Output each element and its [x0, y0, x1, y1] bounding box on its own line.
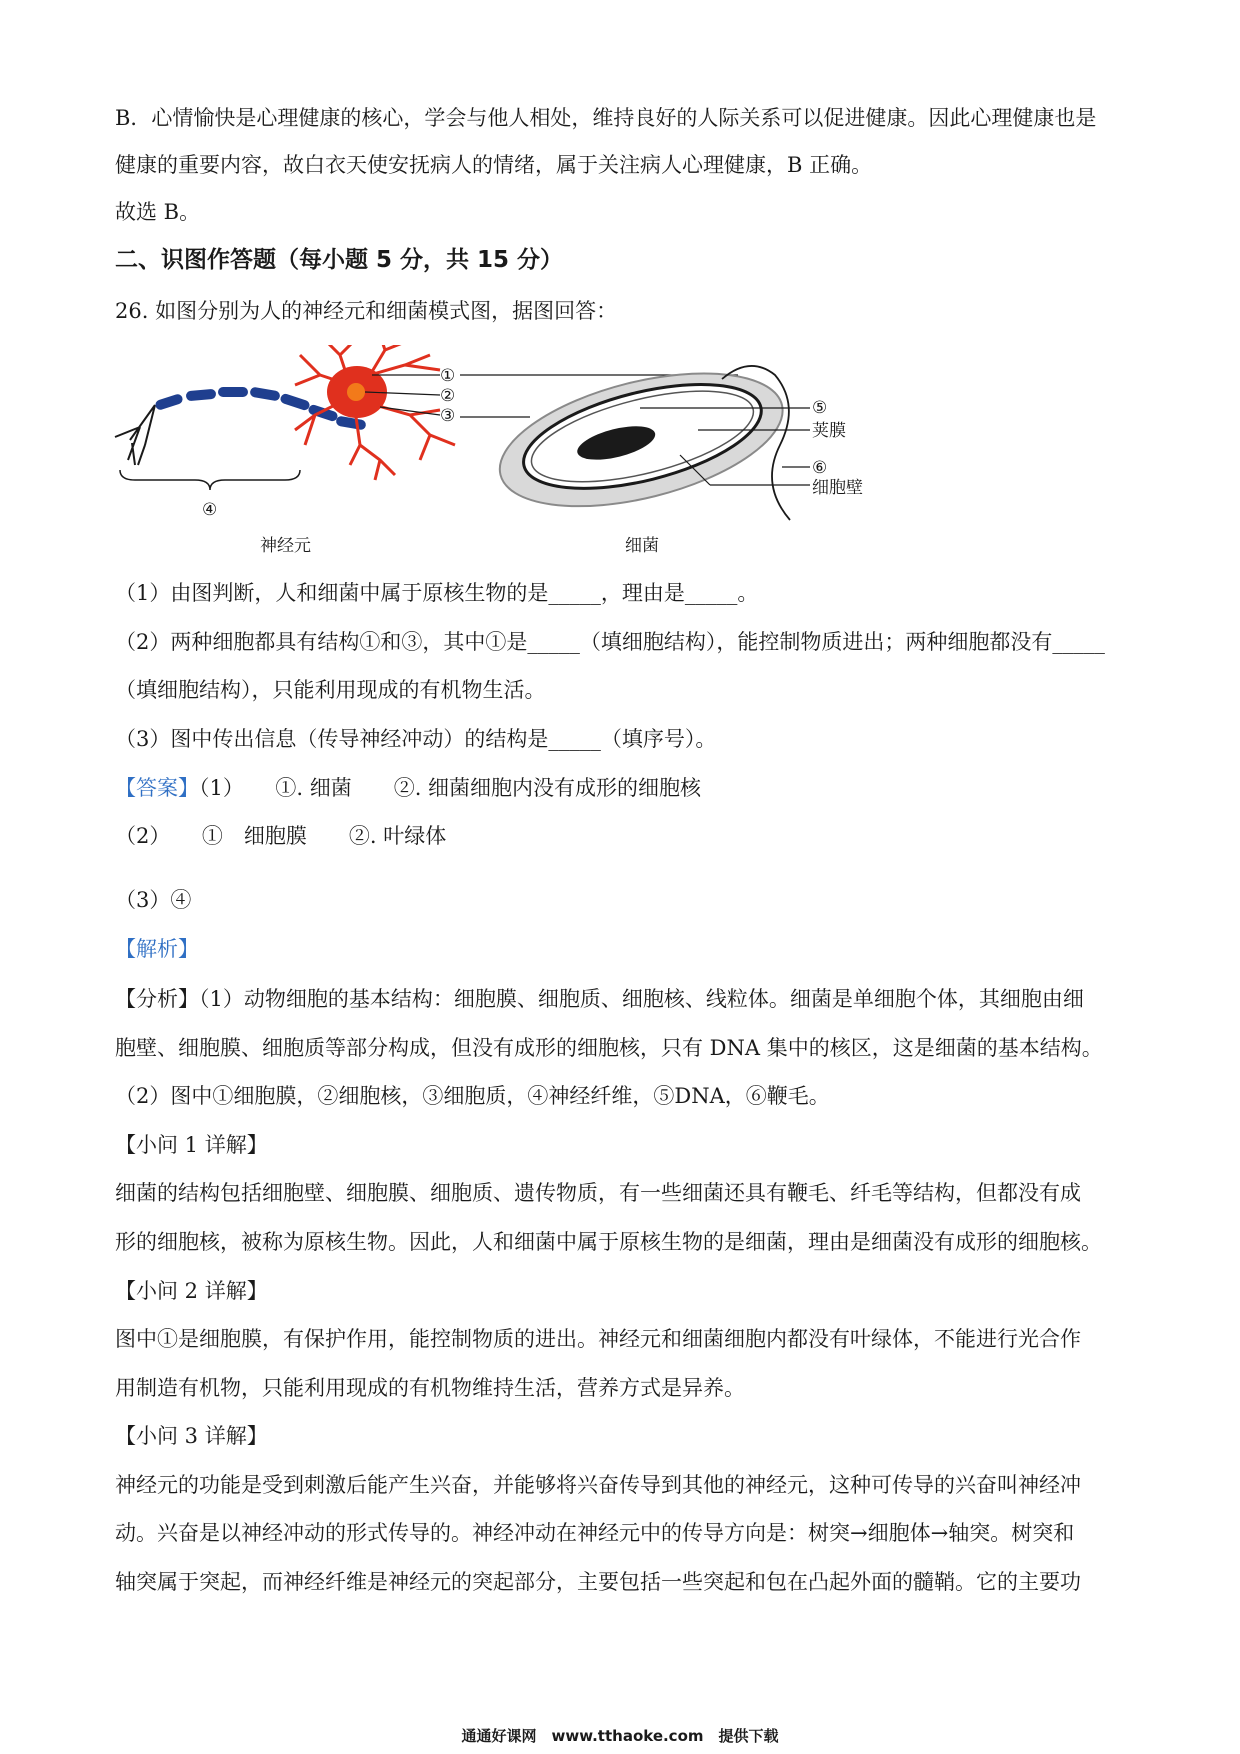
- bacterium: [486, 348, 795, 531]
- question-1: （1）由图判断，人和细菌中属于原核生物的是_____，理由是_____。: [115, 581, 759, 605]
- label-3: ③: [440, 406, 456, 426]
- label-1: ①: [440, 366, 456, 386]
- bacteria-caption: 细菌: [625, 536, 659, 556]
- axon-terminal-branches: [115, 405, 155, 465]
- sub2-line-1: 图中①是细胞膜，有保护作用，能控制物质的进出。神经元和细菌细胞内都没有叶绿体，不能进行光合作: [115, 1327, 1081, 1351]
- sub1-line-2: 形的细胞核，被称为原核生物。因此，人和细菌中属于原核生物的是细菌，理由是细菌没有成形的细胞核。: [115, 1230, 1102, 1254]
- capsule-label: 荚膜: [812, 421, 846, 441]
- sub3-line-3: 轴突属于突起，而神经纤维是神经元的突起部分，主要包括一些突起和包在凸起外面的髓鞘。它的主要功: [115, 1570, 1081, 1594]
- question-3: （3）图中传出信息（传导神经冲动）的结构是_____（填序号）。: [115, 727, 717, 751]
- answer-3: （3）④: [115, 888, 192, 912]
- nucleus: [347, 383, 365, 401]
- label-5: ⑤: [812, 398, 828, 418]
- analysis-tag: 【解析】: [115, 937, 199, 961]
- text-line: 故选 B。: [115, 200, 201, 224]
- cell-wall-label: 细胞壁: [812, 478, 863, 498]
- sub3-line-2: 动。兴奋是以神经冲动的形式传导的。神经冲动在神经元中的传导方向是：树突→细胞体→轴突。树突和: [115, 1521, 1075, 1545]
- answer-1: （1） ①. 细菌 ②. 细菌细胞内没有成形的细胞核: [199, 776, 702, 800]
- answer-tag: 【答案】: [115, 776, 199, 800]
- sub1-line-1: 细菌的结构包括细胞壁、细胞膜、细胞质、遗传物质，有一些细菌还具有鞭毛、纤毛等结构，但都没有成: [115, 1181, 1081, 1205]
- neuron-caption: 神经元: [260, 536, 311, 556]
- analysis-line-1: 【分析】（1）动物细胞的基本结构：细胞膜、细胞质、细胞核、线粒体。细菌是单细胞个体，其细胞由细: [115, 987, 1084, 1011]
- sub1-title: 【小问 1 详解】: [115, 1133, 268, 1157]
- footer-watermark: 通通好课网 www.tthaoke.com 提供下载: [461, 1727, 779, 1745]
- answer-2: （2） ① 细胞膜 ②. 叶绿体: [115, 824, 447, 848]
- sub2-title: 【小问 2 详解】: [115, 1279, 268, 1303]
- label-4: ④: [202, 500, 218, 520]
- sub2-line-2: 用制造有机物，只能利用现成的有机物维持生活，营养方式是异养。: [115, 1376, 745, 1400]
- neuron-bacteria-figure: [110, 345, 1010, 560]
- question-stem: 26. 如图分别为人的神经元和细菌模式图，据图回答：: [115, 299, 618, 323]
- text-line: 健康的重要内容，故白衣天使安抚病人的情绪，属于关注病人心理健康，B 正确。: [115, 153, 873, 177]
- question-2-line-2: （填细胞结构），只能利用现成的有机物生活。: [115, 678, 546, 702]
- answer-line-1: [115, 773, 1140, 803]
- text-line: B．心情愉快是心理健康的核心，学会与他人相处，维持良好的人际关系可以促进健康。因此心理健康也是: [115, 106, 1097, 130]
- label-6: ⑥: [812, 458, 828, 478]
- analysis-line-3: （2）图中①细胞膜，②细胞核，③细胞质，④神经纤维，⑤DNA，⑥鞭毛。: [115, 1084, 830, 1108]
- question-2-line-1: （2）两种细胞都具有结构①和③，其中①是_____（填细胞结构），能控制物质进出；两种细胞都没有_____: [115, 630, 1105, 654]
- axon-bracket: [120, 470, 300, 490]
- label-2: ②: [440, 386, 456, 406]
- analysis-line-2: 胞壁、细胞膜、细胞质等部分构成，但没有成形的细胞核，只有 DNA 集中的核区，这是细菌的基本结构。: [115, 1036, 1103, 1060]
- sub3-title: 【小问 3 详解】: [115, 1424, 268, 1448]
- sub3-line-1: 神经元的功能是受到刺激后能产生兴奋，并能够将兴奋传导到其他的神经元，这种可传导的兴奋叫神经冲: [115, 1473, 1081, 1497]
- section-title: 二、识图作答题（每小题 5 分，共 15 分）: [115, 247, 564, 273]
